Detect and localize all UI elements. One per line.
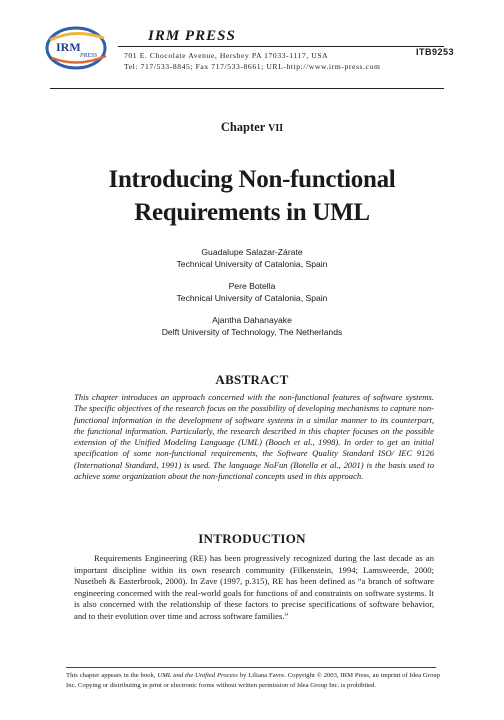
- title-line-2: Requirements in UML: [134, 199, 370, 226]
- publisher-address: 701 E. Chocolate Avenue, Hershey PA 17033-1117, USA: [124, 51, 329, 60]
- svg-text:IRM: IRM: [56, 40, 81, 54]
- header-rule: [118, 46, 444, 47]
- irm-press-logo: [44, 24, 116, 70]
- footnote-book-title: UML and the Unified Process: [157, 672, 238, 679]
- abstract-heading: ABSTRACT: [215, 372, 289, 387]
- header-bottom-rule: [50, 88, 444, 89]
- publisher-contact: Tel: 717/533-8845; Fax 717/533-8661; URL-http://www.irm-press.com: [124, 62, 381, 71]
- chapter-label: [0, 120, 504, 135]
- introduction-text: Requirements Engineering (RE) has been progressively recognized during the last decade as an important discipline within its own research community (Filkenstein, 1994; Lamsweerde, 2000; Nuseibeh & Easterbrook, 2000). In Zave (1997, p.315), RE has been defined as “a branch of software engineering concerned with the real-world goals for functions of and constraints on software systems. It is also concerned with the relationship of these factors to precise specifications of software behavior, and to their evolution over time and across software families.”: [74, 553, 434, 621]
- introduction-heading: INTRODUCTION: [198, 531, 306, 546]
- title-line-1: Introducing Non-functional: [108, 166, 396, 193]
- author-name: Guadalupe Salazar-Zárate: [201, 247, 303, 257]
- chapter-word: Chapter: [220, 120, 266, 134]
- footnote-suffix: by Liliana Favre. Copyright © 2003, IRM Press, an imprint of Idea Group Inc. Copying or distributing in print or electronic forms without written permission of Idea Group Inc. is prohibited.: [66, 672, 440, 689]
- author-name: Pere Botella: [228, 281, 276, 291]
- author-affiliation: Technical University of Catalonia, Spain: [176, 292, 328, 303]
- abstract-text: This chapter introduces an approach concerned with the non-functional features of software systems. The specific objectives of the research focus on the possibility of developing mechanisms to capture non-functional information in the development of software systems in a similar manner to its counterpart, the functional information. Particularly, the research described in this chapter focuses on the possible extension of the Unified Modeling Language (UML) (Booch et al., 1998). In order to get an initial specification of some non-functional requirements, the Software Quality Standard ISO/ IEC 9126 (International Standard, 1991) is used. The language NoFun (Botella et al., 2001) is the basis used to achieve some organization about the non-functional concepts used in this approach.: [74, 392, 434, 482]
- publisher-name: IRM PRESS: [148, 28, 236, 44]
- paper-title: [0, 163, 504, 229]
- author-list: [0, 247, 504, 338]
- publisher-address-block: [124, 50, 381, 72]
- copyright-footnote: [66, 671, 440, 690]
- author-affiliation: Delft University of Technology, The Netherlands: [161, 326, 343, 337]
- chapter-number: VII: [268, 123, 284, 134]
- author-affiliation: Technical University of Catalonia, Spain: [176, 258, 328, 269]
- footnote-prefix: This chapter appears in the book,: [66, 672, 158, 679]
- book-code: ITB9253: [415, 47, 454, 57]
- footnote-rule: [66, 667, 436, 668]
- svg-text:PRESS: PRESS: [80, 53, 97, 59]
- author-name: Ajantha Dahanayake: [212, 315, 292, 325]
